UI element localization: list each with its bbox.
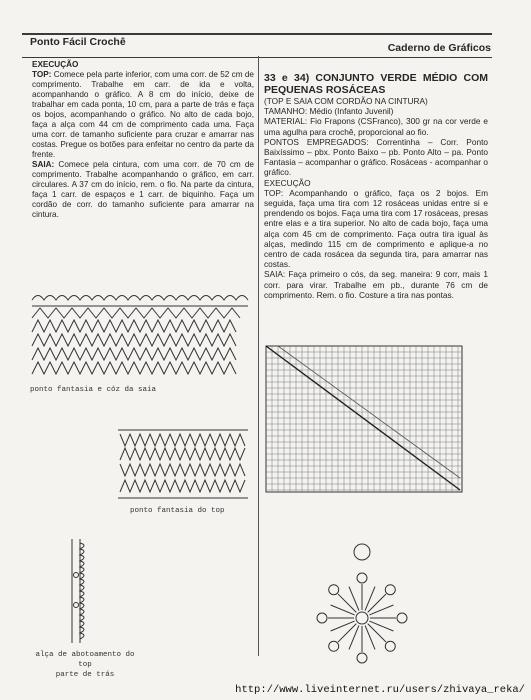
saia-chart-caption: ponto fantasia e cóz da saia	[30, 386, 157, 394]
saia-stitch-chart	[28, 290, 258, 382]
project-title: 33 e 34) CONJUNTO VERDE MÉDIO COM PEQUENAS ROSÁCEAS	[264, 72, 488, 96]
top-instructions-right: TOP: Acompanhando o gráfico, faça os 2 bojos. Em seguida, faça uma tira com 12 rosáceas unidas entre si e prendendo os bojos. Faça uma tira com 17 rosáceas, presas entre elas e a tira superior. No alto de cada bojo, faça uma alça com 45 cm de comprimento. Faça outra tira igual às alças, medindo 115 cm de comprimento e aplique-a no centro de cada rosácea da segunda tira, para amarrar nas costas.	[264, 187, 488, 270]
alca-caption-line2: parte de trás	[55, 671, 115, 679]
tamanho-line: TAMANHO: Médio (Infanto Juvenil)	[264, 106, 394, 117]
source-url: http://www.liveinternet.ru/users/zhivaya_reka/	[235, 684, 525, 696]
top-instructions: Comece pela parte inferior, com uma corr. de 52 cm de comprimento. Trabalhe em carr. de ida e volta, acompanhando o gráfico. A 8 cm do início, deixe de trabalhar em cada ponta, 10 cm, para a parte de trás e faça os bojos, acompanhando o gráfico. No alto de cada bojo, faça a alça com 44 cm de comprimento cada uma. Faça uma corr. de tamanho suficiente para cruzar e amarrar nas costas. Pregue os botões para enfeitar no centro da parte da frente.	[32, 70, 254, 159]
left-instructions	[32, 60, 254, 220]
right-instructions	[264, 72, 488, 300]
material-line: MATERIAL: Fio Frapons (CSFranco), 300 gr na cor verde e uma agulha para crochê, proporcional ao fio.	[264, 116, 488, 137]
alca-caption-line1: alça de abotoamento do top	[35, 651, 135, 669]
bojo-grid-chart	[264, 344, 464, 494]
top-label: TOP:	[32, 70, 52, 79]
header-section-title: Ponto Fácil Crochê	[30, 36, 126, 48]
header-section-name: Caderno de Gráficos	[387, 42, 491, 54]
execucao-heading: EXECUÇÃO	[32, 60, 79, 69]
saia-instructions: Comece pela cintura, com uma corr. de 70 cm de comprimento. Trabalhe acompanhando o gráfico, em carr. circulares. A 37 cm do início, rem. o fio. Na parte da cintura, faça 1 carr. de espaços e 1 carr. de biquinho. Faça um cordão de corr. do tamanho suficiente para amarrar na cintura.	[32, 160, 254, 219]
project-subtitle: (TOP E SAIA COM CORDÃO NA CINTURA)	[264, 96, 428, 106]
saia-instructions-right: SAIA: Faça primeiro o cós, da seg. maneira: 9 corr, mais 1 corr. para virar. Trabalhe em pb., durante 76 cm de comprimento. Rem. o fio. Costure a tira nas pontas.	[264, 269, 488, 300]
column-divider	[258, 56, 259, 656]
alca-stitch-chart	[62, 535, 102, 647]
saia-label: SAIA:	[32, 160, 55, 169]
alca-chart-caption	[30, 650, 140, 680]
rosette-chart	[300, 540, 430, 666]
top-chart-caption: ponto fantasia do top	[130, 507, 225, 515]
execucao-heading-right: EXECUÇÃO	[264, 177, 311, 188]
pontos-line: PONTOS EMPREGADOS: Correntinha – Corr. Ponto Baixíssimo – pbx. Ponto Baixo – pb. Ponto Alto – pa. Ponto Fantasia – acompanhar o gráfico. Rosáceas - acompanhar o gráfico.	[264, 136, 488, 178]
top-stitch-chart	[116, 426, 250, 502]
